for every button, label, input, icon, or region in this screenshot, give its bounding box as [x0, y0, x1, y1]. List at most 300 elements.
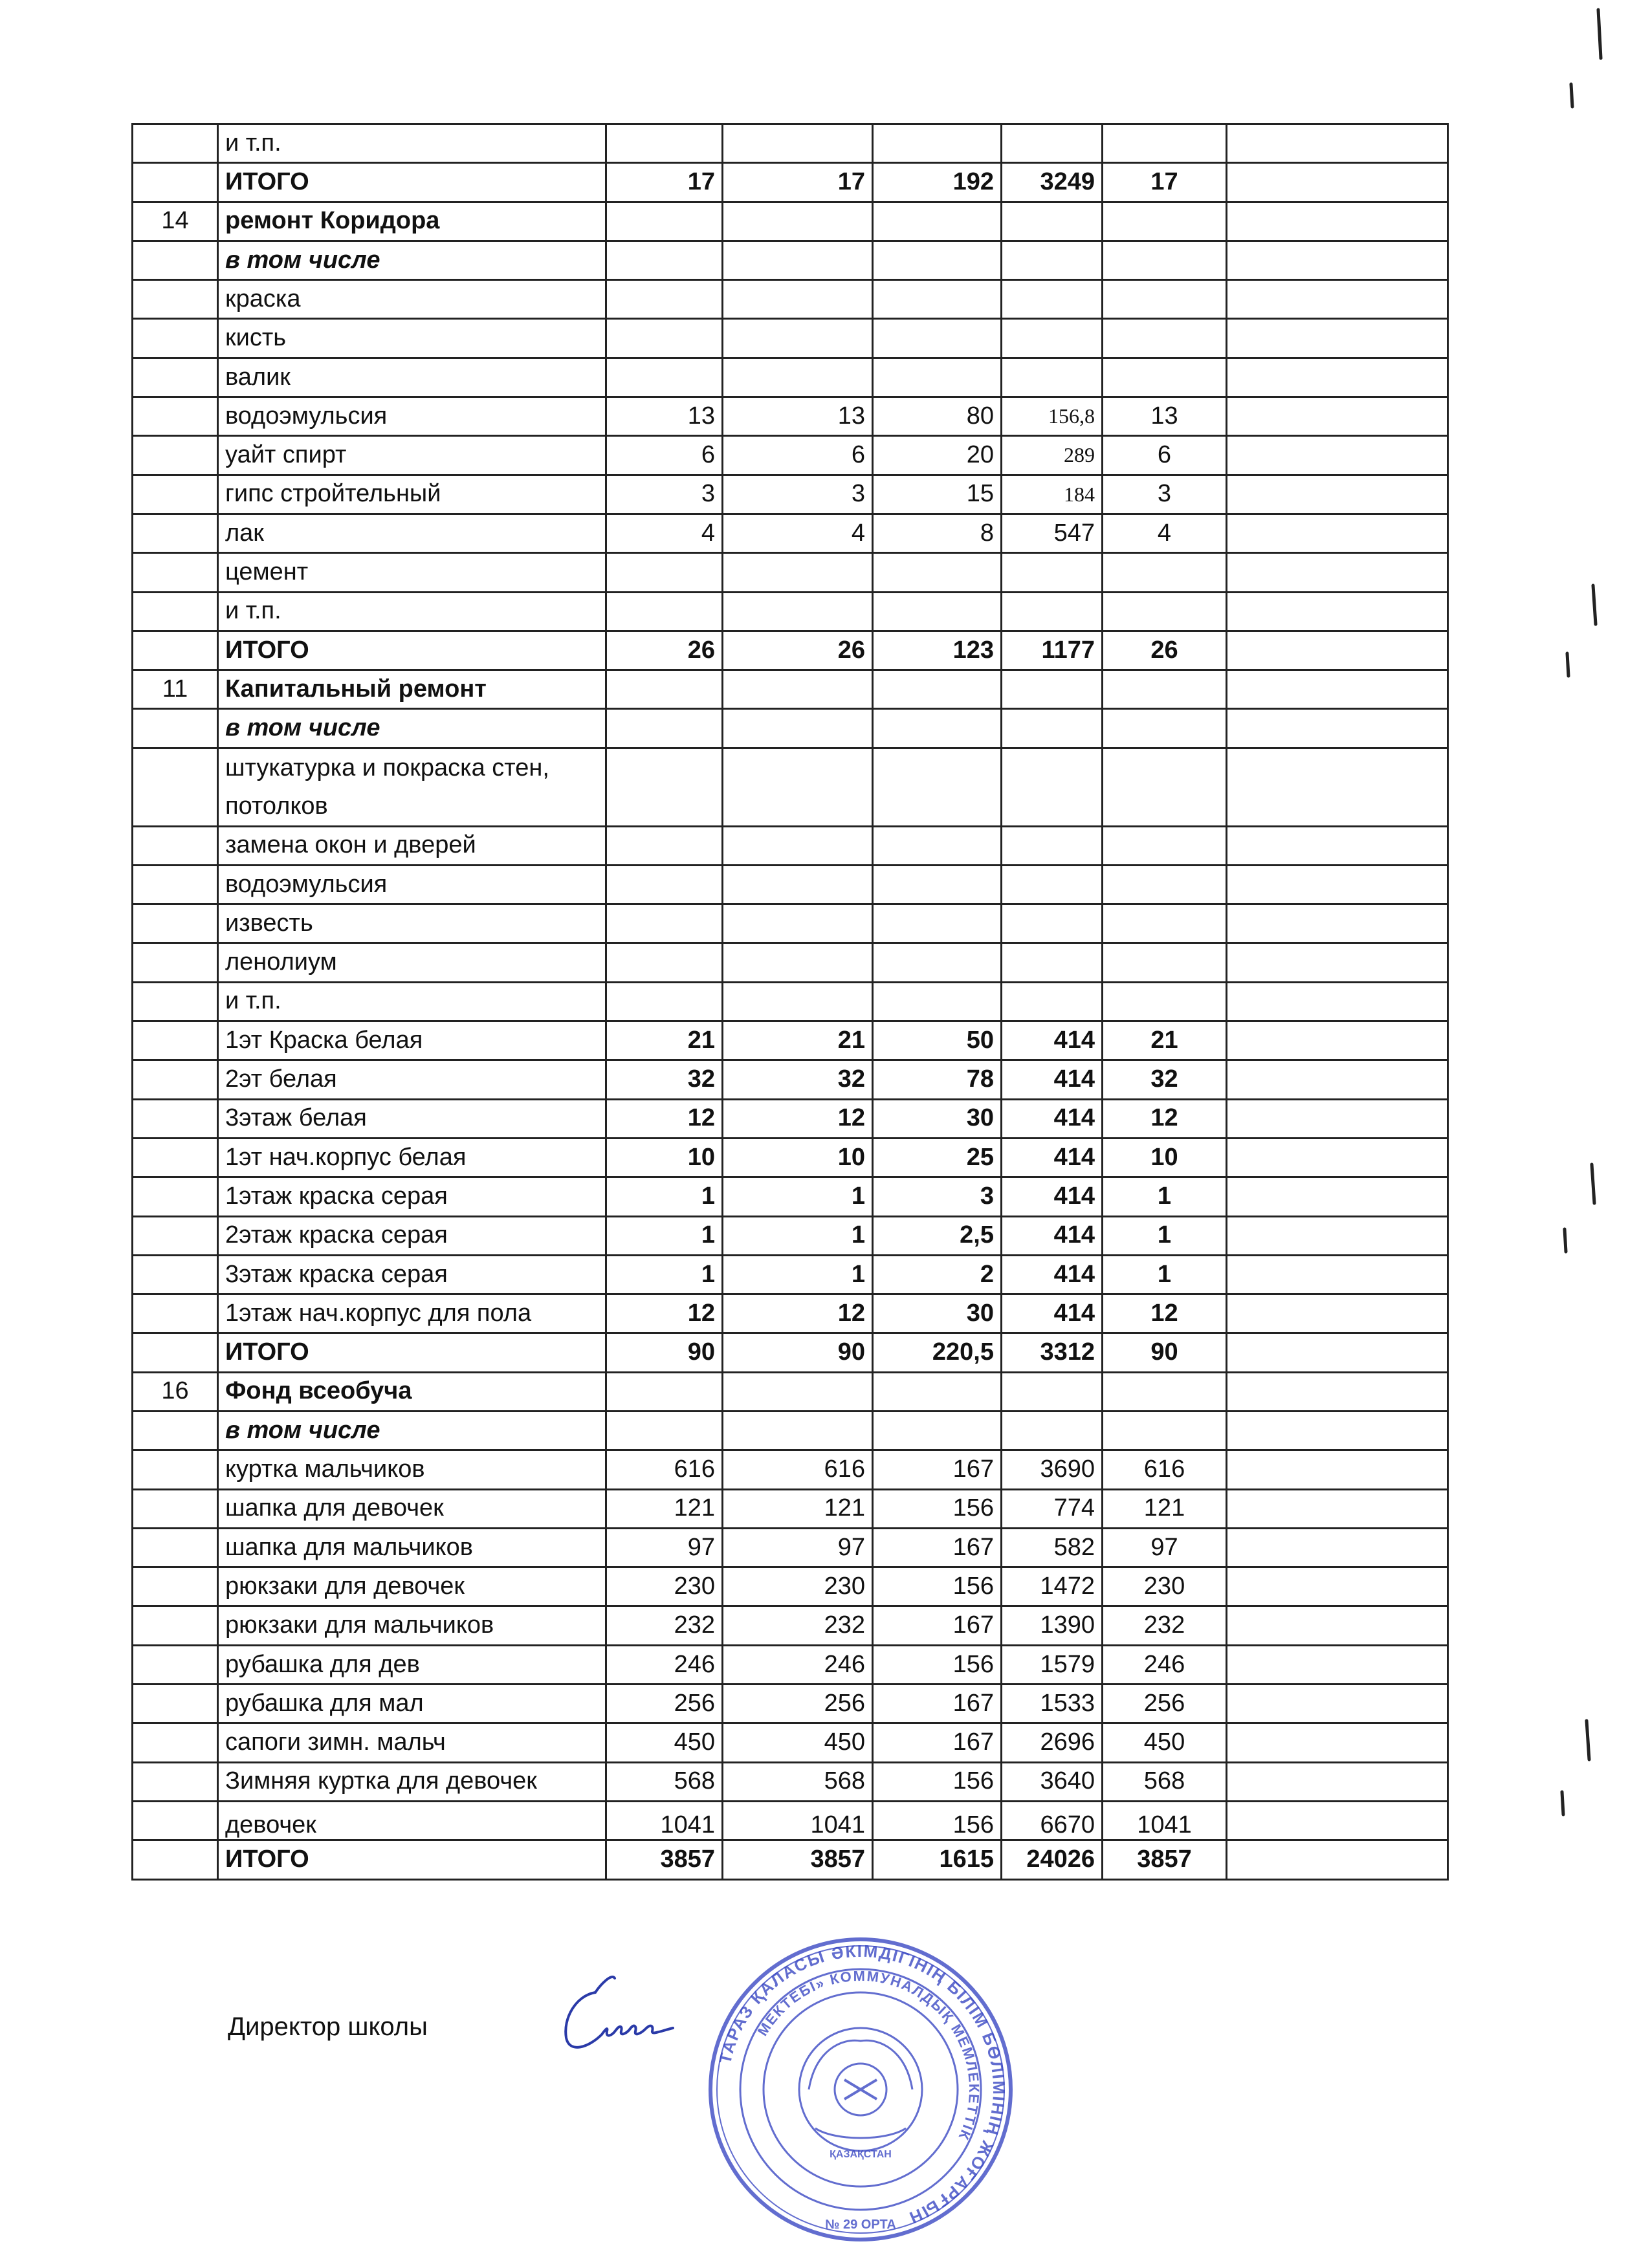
item-name: 1эт нач.корпус белая: [218, 1138, 606, 1177]
value-cell-c2: [723, 943, 873, 982]
value-cell-c4: 414: [1002, 1294, 1103, 1333]
value-cell-c3: 50: [873, 1021, 1002, 1060]
value-cell-c2: 17: [723, 163, 873, 202]
item-name: Капитальный ремонт: [218, 670, 606, 709]
empty-cell: [1227, 904, 1448, 943]
value-cell-c2: 4: [723, 514, 873, 552]
value-cell-c2: [723, 1372, 873, 1411]
value-cell-c2: [723, 319, 873, 358]
item-name: кисть: [218, 319, 606, 358]
table-row: [133, 1762, 1448, 1801]
row-number: 14: [133, 202, 218, 241]
row-number: [133, 1685, 218, 1723]
value-cell-c2: 450: [723, 1723, 873, 1762]
value-cell-c3: 167: [873, 1723, 1002, 1762]
table-row: [133, 124, 1448, 163]
item-name: сапоги зимн. мальч: [218, 1723, 606, 1762]
value-cell-c2: 230: [723, 1567, 873, 1606]
value-cell-c4: 3312: [1002, 1333, 1103, 1372]
row-number: [133, 319, 218, 358]
value-cell-c4: [1002, 982, 1103, 1021]
empty-cell: [1227, 1762, 1448, 1801]
row-number: [133, 1294, 218, 1333]
item-name: ремонт Коридора: [218, 202, 606, 241]
value-cell-c1: 1041: [606, 1801, 723, 1840]
value-cell-c1: 1: [606, 1177, 723, 1216]
row-number: [133, 1450, 218, 1489]
value-cell-c1: 568: [606, 1762, 723, 1801]
value-cell-c5: 12: [1103, 1099, 1227, 1138]
row-number: [133, 241, 218, 279]
value-cell-c1: 3: [606, 475, 723, 514]
item-name: гипс стройтельный: [218, 475, 606, 514]
table-row: [133, 709, 1448, 748]
value-cell-c2: 232: [723, 1606, 873, 1645]
table-row: [133, 1723, 1448, 1762]
value-cell-c4: [1002, 670, 1103, 709]
table-row: [133, 241, 1448, 279]
value-cell-c5: 97: [1103, 1528, 1227, 1567]
value-cell-c5: 616: [1103, 1450, 1227, 1489]
stamp-inner-text: МЕКТЕБІ» КОММУНАЛДЫҚ МЕМЛЕКЕТТІК: [754, 1967, 983, 2143]
value-cell-c5: 1: [1103, 1255, 1227, 1294]
value-cell-c5: 1041: [1103, 1801, 1227, 1840]
value-cell-c4: 414: [1002, 1138, 1103, 1177]
empty-cell: [1227, 475, 1448, 514]
empty-cell: [1227, 1450, 1448, 1489]
table-row: [133, 1099, 1448, 1138]
table-row: [133, 1685, 1448, 1723]
value-cell-c5: [1103, 709, 1227, 748]
value-cell-c2: 90: [723, 1333, 873, 1372]
value-cell-c1: 90: [606, 1333, 723, 1372]
value-cell-c5: 17: [1103, 163, 1227, 202]
row-number: [133, 1840, 218, 1879]
svg-text:ТАРАЗ ҚАЛАСЫ ӘКІМДІГІНІҢ БІЛІМ: [715, 1941, 1009, 2229]
row-number: [133, 1060, 218, 1099]
value-cell-c2: [723, 553, 873, 592]
value-cell-c5: [1103, 982, 1227, 1021]
table-row: [133, 826, 1448, 865]
value-cell-c3: [873, 1411, 1002, 1450]
empty-cell: [1227, 397, 1448, 436]
value-cell-c5: [1103, 553, 1227, 592]
value-cell-c4: [1002, 319, 1103, 358]
empty-cell: [1227, 1177, 1448, 1216]
value-cell-c1: 10: [606, 1138, 723, 1177]
value-cell-c1: [606, 358, 723, 397]
item-name: штукатурка и покраска стен, потолков: [218, 748, 606, 826]
table-row: [133, 982, 1448, 1021]
margin-mark: [1553, 0, 1650, 2268]
table-row: [133, 202, 1448, 241]
row-number: [133, 826, 218, 865]
item-name: ИТОГО: [218, 631, 606, 670]
value-cell-c2: 12: [723, 1099, 873, 1138]
value-cell-c5: 90: [1103, 1333, 1227, 1372]
value-cell-c4: 184: [1002, 475, 1103, 514]
value-cell-c3: 123: [873, 631, 1002, 670]
value-cell-c2: 3857: [723, 1840, 873, 1879]
value-cell-c5: 26: [1103, 631, 1227, 670]
value-cell-c1: [606, 670, 723, 709]
table-row: [133, 280, 1448, 319]
item-name: и т.п.: [218, 124, 606, 163]
value-cell-c4: [1002, 748, 1103, 826]
row-number: [133, 592, 218, 631]
value-cell-c2: 3: [723, 475, 873, 514]
item-name: шапка для девочек: [218, 1489, 606, 1528]
item-name: краска: [218, 280, 606, 319]
value-cell-c4: 414: [1002, 1060, 1103, 1099]
value-cell-c1: 1: [606, 1255, 723, 1294]
value-cell-c1: 616: [606, 1450, 723, 1489]
value-cell-c2: 21: [723, 1021, 873, 1060]
value-cell-c3: [873, 709, 1002, 748]
value-cell-c2: [723, 670, 873, 709]
empty-cell: [1227, 1411, 1448, 1450]
value-cell-c3: [873, 280, 1002, 319]
value-cell-c3: [873, 319, 1002, 358]
row-number: [133, 1021, 218, 1060]
empty-cell: [1227, 826, 1448, 865]
value-cell-c3: 3: [873, 1177, 1002, 1216]
table-row: [133, 397, 1448, 436]
value-cell-c3: [873, 1372, 1002, 1411]
value-cell-c2: [723, 358, 873, 397]
item-name: ИТОГО: [218, 163, 606, 202]
value-cell-c1: 1: [606, 1216, 723, 1255]
row-number: [133, 1801, 218, 1840]
value-cell-c3: 1615: [873, 1840, 1002, 1879]
value-cell-c3: [873, 865, 1002, 904]
table-row: [133, 1138, 1448, 1177]
table-row: [133, 1060, 1448, 1099]
row-number: [133, 865, 218, 904]
value-cell-c4: [1002, 241, 1103, 279]
empty-cell: [1227, 358, 1448, 397]
row-number: [133, 1606, 218, 1645]
value-cell-c4: [1002, 202, 1103, 241]
value-cell-c1: 121: [606, 1489, 723, 1528]
value-cell-c3: [873, 670, 1002, 709]
empty-cell: [1227, 865, 1448, 904]
item-name: рубашка для дев: [218, 1645, 606, 1684]
table-row: [133, 1216, 1448, 1255]
item-name: в том числе: [218, 709, 606, 748]
item-name: водоэмульсия: [218, 865, 606, 904]
value-cell-c3: [873, 358, 1002, 397]
value-cell-c3: 78: [873, 1060, 1002, 1099]
empty-cell: [1227, 1606, 1448, 1645]
value-cell-c1: [606, 124, 723, 163]
empty-cell: [1227, 1138, 1448, 1177]
row-number: [133, 163, 218, 202]
table-row: [133, 436, 1448, 475]
row-number: [133, 514, 218, 552]
row-number: [133, 1762, 218, 1801]
value-cell-c5: 4: [1103, 514, 1227, 552]
empty-cell: [1227, 1723, 1448, 1762]
value-cell-c3: [873, 748, 1002, 826]
value-cell-c5: [1103, 865, 1227, 904]
value-cell-c5: 32: [1103, 1060, 1227, 1099]
row-number: [133, 1411, 218, 1450]
value-cell-c1: [606, 592, 723, 631]
value-cell-c4: 156,8: [1002, 397, 1103, 436]
value-cell-c4: 289: [1002, 436, 1103, 475]
item-name: цемент: [218, 553, 606, 592]
value-cell-c5: [1103, 943, 1227, 982]
value-cell-c5: [1103, 748, 1227, 826]
value-cell-c4: [1002, 826, 1103, 865]
value-cell-c2: 1: [723, 1255, 873, 1294]
value-cell-c5: 450: [1103, 1723, 1227, 1762]
empty-cell: [1227, 982, 1448, 1021]
value-cell-c1: 12: [606, 1294, 723, 1333]
value-cell-c4: [1002, 124, 1103, 163]
value-cell-c5: 568: [1103, 1762, 1227, 1801]
value-cell-c1: 4: [606, 514, 723, 552]
table-row: [133, 163, 1448, 202]
empty-cell: [1227, 1489, 1448, 1528]
item-name: известь: [218, 904, 606, 943]
value-cell-c5: [1103, 1372, 1227, 1411]
table-row: [133, 1645, 1448, 1684]
empty-cell: [1227, 592, 1448, 631]
item-name: 1этаж краска серая: [218, 1177, 606, 1216]
row-number: [133, 943, 218, 982]
empty-cell: [1227, 1372, 1448, 1411]
table-row: [133, 1567, 1448, 1606]
value-cell-c4: 414: [1002, 1099, 1103, 1138]
value-cell-c2: 13: [723, 397, 873, 436]
value-cell-c5: 1: [1103, 1177, 1227, 1216]
value-cell-c3: 156: [873, 1801, 1002, 1840]
value-cell-c1: [606, 280, 723, 319]
item-name: 2этаж краска серая: [218, 1216, 606, 1255]
empty-cell: [1227, 124, 1448, 163]
value-cell-c5: [1103, 241, 1227, 279]
value-cell-c1: [606, 943, 723, 982]
value-cell-c5: [1103, 202, 1227, 241]
empty-cell: [1227, 553, 1448, 592]
item-name: Зимняя куртка для девочек: [218, 1762, 606, 1801]
empty-cell: [1227, 943, 1448, 982]
item-name: в том числе: [218, 241, 606, 279]
value-cell-c5: 13: [1103, 397, 1227, 436]
table-row: [133, 1450, 1448, 1489]
value-cell-c1: [606, 553, 723, 592]
value-cell-c4: [1002, 553, 1103, 592]
value-cell-c4: 582: [1002, 1528, 1103, 1567]
table-row: [133, 553, 1448, 592]
row-number: [133, 1255, 218, 1294]
table-row: [133, 514, 1448, 552]
row-number: [133, 1567, 218, 1606]
value-cell-c2: 1: [723, 1216, 873, 1255]
table-row: [133, 670, 1448, 709]
empty-cell: [1227, 631, 1448, 670]
value-cell-c5: 3: [1103, 475, 1227, 514]
value-cell-c4: [1002, 1372, 1103, 1411]
item-name: в том числе: [218, 1411, 606, 1450]
value-cell-c3: 8: [873, 514, 1002, 552]
table-row: [133, 631, 1448, 670]
value-cell-c1: 17: [606, 163, 723, 202]
signature: [550, 1967, 686, 2064]
table-row: [133, 358, 1448, 397]
value-cell-c4: 774: [1002, 1489, 1103, 1528]
table-row: [133, 1606, 1448, 1645]
table-row: [133, 319, 1448, 358]
row-number: [133, 1333, 218, 1372]
table-row: [133, 592, 1448, 631]
director-label: Директор школы: [228, 2012, 428, 2041]
value-cell-c2: [723, 904, 873, 943]
value-cell-c4: [1002, 865, 1103, 904]
row-number: [133, 436, 218, 475]
item-name: Фонд всеобуча: [218, 1372, 606, 1411]
value-cell-c4: 1472: [1002, 1567, 1103, 1606]
value-cell-c5: [1103, 670, 1227, 709]
value-cell-c5: 232: [1103, 1606, 1227, 1645]
table-row: [133, 1411, 1448, 1450]
empty-cell: [1227, 709, 1448, 748]
row-number: [133, 1177, 218, 1216]
value-cell-c3: [873, 124, 1002, 163]
empty-cell: [1227, 1840, 1448, 1879]
value-cell-c5: 6: [1103, 436, 1227, 475]
row-number: [133, 1723, 218, 1762]
item-name: рубашка для мал: [218, 1685, 606, 1723]
value-cell-c5: [1103, 904, 1227, 943]
value-cell-c2: 6: [723, 436, 873, 475]
row-number: [133, 124, 218, 163]
table-row: [133, 748, 1448, 826]
value-cell-c1: [606, 826, 723, 865]
empty-cell: [1227, 1021, 1448, 1060]
empty-cell: [1227, 280, 1448, 319]
row-number: [133, 1645, 218, 1684]
item-name: ленолиум: [218, 943, 606, 982]
item-name: 2эт белая: [218, 1060, 606, 1099]
empty-cell: [1227, 1294, 1448, 1333]
value-cell-c4: [1002, 943, 1103, 982]
item-name: 1эт Краска белая: [218, 1021, 606, 1060]
value-cell-c2: 1: [723, 1177, 873, 1216]
row-number: [133, 982, 218, 1021]
value-cell-c3: 167: [873, 1528, 1002, 1567]
value-cell-c3: 167: [873, 1450, 1002, 1489]
empty-cell: [1227, 1255, 1448, 1294]
empty-cell: [1227, 241, 1448, 279]
value-cell-c3: 220,5: [873, 1333, 1002, 1372]
value-cell-c4: [1002, 709, 1103, 748]
value-cell-c1: [606, 1411, 723, 1450]
empty-cell: [1227, 436, 1448, 475]
value-cell-c2: [723, 709, 873, 748]
table-row: [133, 1801, 1448, 1840]
item-name: водоэмульсия: [218, 397, 606, 436]
value-cell-c4: 2696: [1002, 1723, 1103, 1762]
table-row: [133, 1840, 1448, 1879]
value-cell-c3: 25: [873, 1138, 1002, 1177]
empty-cell: [1227, 1333, 1448, 1372]
value-cell-c2: 97: [723, 1528, 873, 1567]
item-name: рюкзаки для мальчиков: [218, 1606, 606, 1645]
empty-cell: [1227, 748, 1448, 826]
value-cell-c1: [606, 1372, 723, 1411]
table-row: [133, 904, 1448, 943]
value-cell-c3: 156: [873, 1567, 1002, 1606]
item-name: валик: [218, 358, 606, 397]
value-cell-c3: 156: [873, 1645, 1002, 1684]
table-row: [133, 1528, 1448, 1567]
table-row: [133, 475, 1448, 514]
row-number: 16: [133, 1372, 218, 1411]
row-number: [133, 709, 218, 748]
value-cell-c2: [723, 982, 873, 1021]
data-table: [131, 123, 1449, 1881]
row-number: [133, 631, 218, 670]
value-cell-c4: 414: [1002, 1255, 1103, 1294]
value-cell-c4: 414: [1002, 1021, 1103, 1060]
value-cell-c5: 10: [1103, 1138, 1227, 1177]
row-number: [133, 397, 218, 436]
value-cell-c3: 156: [873, 1489, 1002, 1528]
value-cell-c3: 30: [873, 1099, 1002, 1138]
empty-cell: [1227, 1801, 1448, 1840]
stamp-bottom-text: № 29 ОРТА: [825, 2218, 896, 2232]
table-row: [133, 1177, 1448, 1216]
value-cell-c5: [1103, 358, 1227, 397]
value-cell-c1: [606, 241, 723, 279]
value-cell-c1: [606, 904, 723, 943]
value-cell-c3: [873, 553, 1002, 592]
value-cell-c4: [1002, 280, 1103, 319]
value-cell-c2: [723, 592, 873, 631]
value-cell-c4: 1390: [1002, 1606, 1103, 1645]
value-cell-c5: [1103, 1411, 1227, 1450]
value-cell-c5: [1103, 319, 1227, 358]
table-row: [133, 943, 1448, 982]
table-row: [133, 1255, 1448, 1294]
value-cell-c3: [873, 241, 1002, 279]
value-cell-c5: 121: [1103, 1489, 1227, 1528]
value-cell-c5: [1103, 592, 1227, 631]
item-name: уайт спирт: [218, 436, 606, 475]
empty-cell: [1227, 1060, 1448, 1099]
item-name: 1этаж нач.корпус для пола: [218, 1294, 606, 1333]
value-cell-c2: [723, 1411, 873, 1450]
empty-cell: [1227, 670, 1448, 709]
table-row: [133, 1294, 1448, 1333]
item-name: ИТОГО: [218, 1333, 606, 1372]
value-cell-c4: 3690: [1002, 1450, 1103, 1489]
value-cell-c3: 156: [873, 1762, 1002, 1801]
value-cell-c1: 3857: [606, 1840, 723, 1879]
value-cell-c1: [606, 865, 723, 904]
stamp: [705, 1934, 1016, 2245]
value-cell-c5: 1: [1103, 1216, 1227, 1255]
table-row: [133, 1372, 1448, 1411]
value-cell-c4: 3249: [1002, 163, 1103, 202]
value-cell-c1: 21: [606, 1021, 723, 1060]
value-cell-c1: 13: [606, 397, 723, 436]
value-cell-c3: [873, 826, 1002, 865]
value-cell-c2: 10: [723, 1138, 873, 1177]
